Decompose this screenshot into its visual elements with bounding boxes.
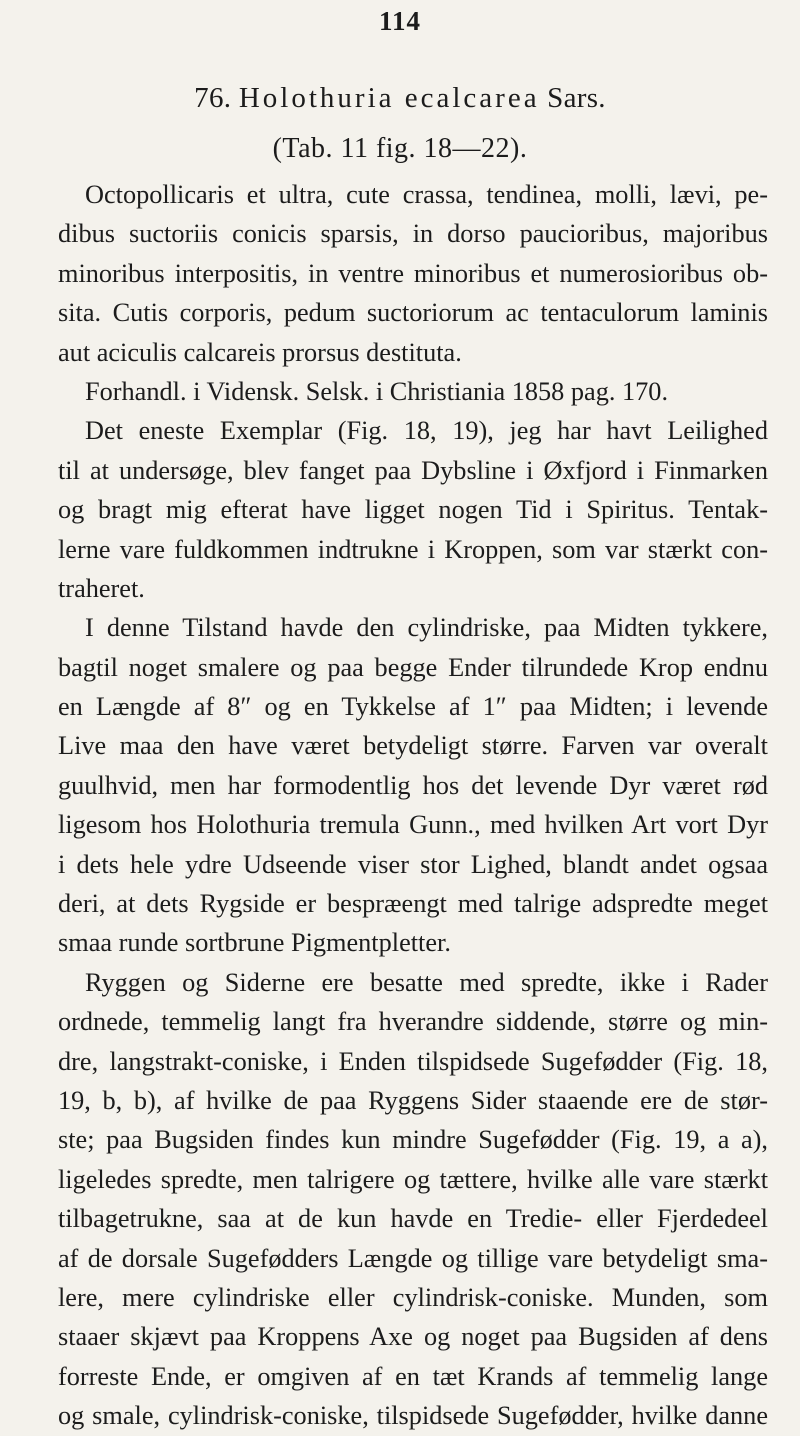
text-line: ligesom hos Holothuria tremula Gunn., med hvilken Art vort Dyr — [58, 810, 768, 840]
page-number: 114 — [378, 6, 421, 36]
text-line: minoribus interpositis, in ventre minoribus et numerosioribus ob- — [58, 258, 768, 288]
species-author: Sars. — [547, 82, 606, 114]
text-line: aut aciculis calcareis prorsus destituta. — [58, 337, 462, 367]
text-line: traheret. — [58, 573, 145, 603]
text-line: en Længde af 8″ og en Tykkelse af 1″ paa Midten; i levende — [58, 692, 768, 722]
text-line: af de dorsale Sugefødders Længde og tillige vare betydeligt sma- — [58, 1243, 768, 1273]
text-line: forreste Ende, er omgiven af en tæt Krands af temmelig lange — [58, 1361, 768, 1391]
text-line: Octopollicaris et ultra, cute crassa, tendinea, molli, lævi, pe- — [85, 180, 768, 209]
species-heading — [0, 80, 800, 116]
text-line: 19, b, b), af hvilke de paa Ryggens Sider staaende ere de stør- — [58, 1085, 768, 1115]
text-line: bagtil noget smalere og paa begge Ender tilrundede Krop endnu — [58, 652, 768, 682]
text-line: deri, at dets Rygside er bespræengt med talrige adspredte meget — [58, 889, 768, 919]
text-line: og smale, cylindrisk-coniske, tilspidsede Sugefødder, hvilke danne — [58, 1401, 768, 1431]
text-line: sita. Cutis corporis, pedum suctoriorum ac tentaculorum laminis — [58, 298, 768, 328]
text-line: Ryggen og Siderne ere besatte med spredte, ikke i Rader — [85, 967, 768, 997]
plate-reference: (Tab. 11 fig. 18—22). — [272, 133, 528, 164]
body-text — [58, 175, 768, 1436]
text-line: lere, mere cylindriske eller cylindrisk-coniske. Munden, som — [58, 1282, 768, 1312]
text-line: i dets hele ydre Udseende viser stor Lighed, blandt andet ogsaa — [58, 849, 768, 879]
text-line: guulhvid, men har formodentlig hos det levende Dyr været rød — [58, 770, 768, 800]
text-line: staaer skjævt paa Kroppens Axe og noget paa Bugsiden af dens — [58, 1322, 768, 1352]
text-line: Live maa den have været betydeligt større. Farven var overalt — [58, 731, 768, 761]
text-line: til at undersøge, blev fanget paa Dybsline i Øxfjord i Finmarken — [58, 455, 768, 485]
text-line: ordnede, temmelig langt fra hverandre siddende, større og min- — [58, 1007, 768, 1037]
text-line: Det eneste Exemplar (Fig. 18, 19), jeg har havt Leilighed — [85, 416, 768, 446]
text-line: tilbagetrukne, saa at de kun havde en Tredie- eller Fjerdedeel — [58, 1204, 768, 1234]
text-line: og bragt mig efterat have ligget nogen Tid i Spiritus. Tentak- — [58, 495, 768, 525]
text-line: ste; paa Bugsiden findes kun mindre Sugefødder (Fig. 19, a a), — [58, 1125, 768, 1155]
text-line: lerne vare fuldkommen indtrukne i Kroppen, som var stærkt con- — [58, 534, 768, 564]
species-number: 76. — [194, 82, 232, 114]
species-name: Holothuria ecalcarea — [238, 82, 540, 114]
text-line: dre, langstrakt-coniske, i Enden tilspidsede Sugefødder (Fig. 18, — [58, 1046, 768, 1076]
text-line: I denne Tilstand havde den cylindriske, paa Midten tykkere, — [85, 613, 768, 643]
text-line: smaa runde sortbrune Pigmentpletter. — [58, 928, 451, 958]
text-line: dibus suctoriis conicis sparsis, in dorso paucioribus, majoribus — [58, 219, 768, 249]
text-line: Forhandl. i Vidensk. Selsk. i Christiania 1858 pag. 170. — [85, 376, 669, 406]
text-line: ligeledes spredte, men talrigere og tættere, hvilke alle vare stærkt — [58, 1164, 768, 1194]
